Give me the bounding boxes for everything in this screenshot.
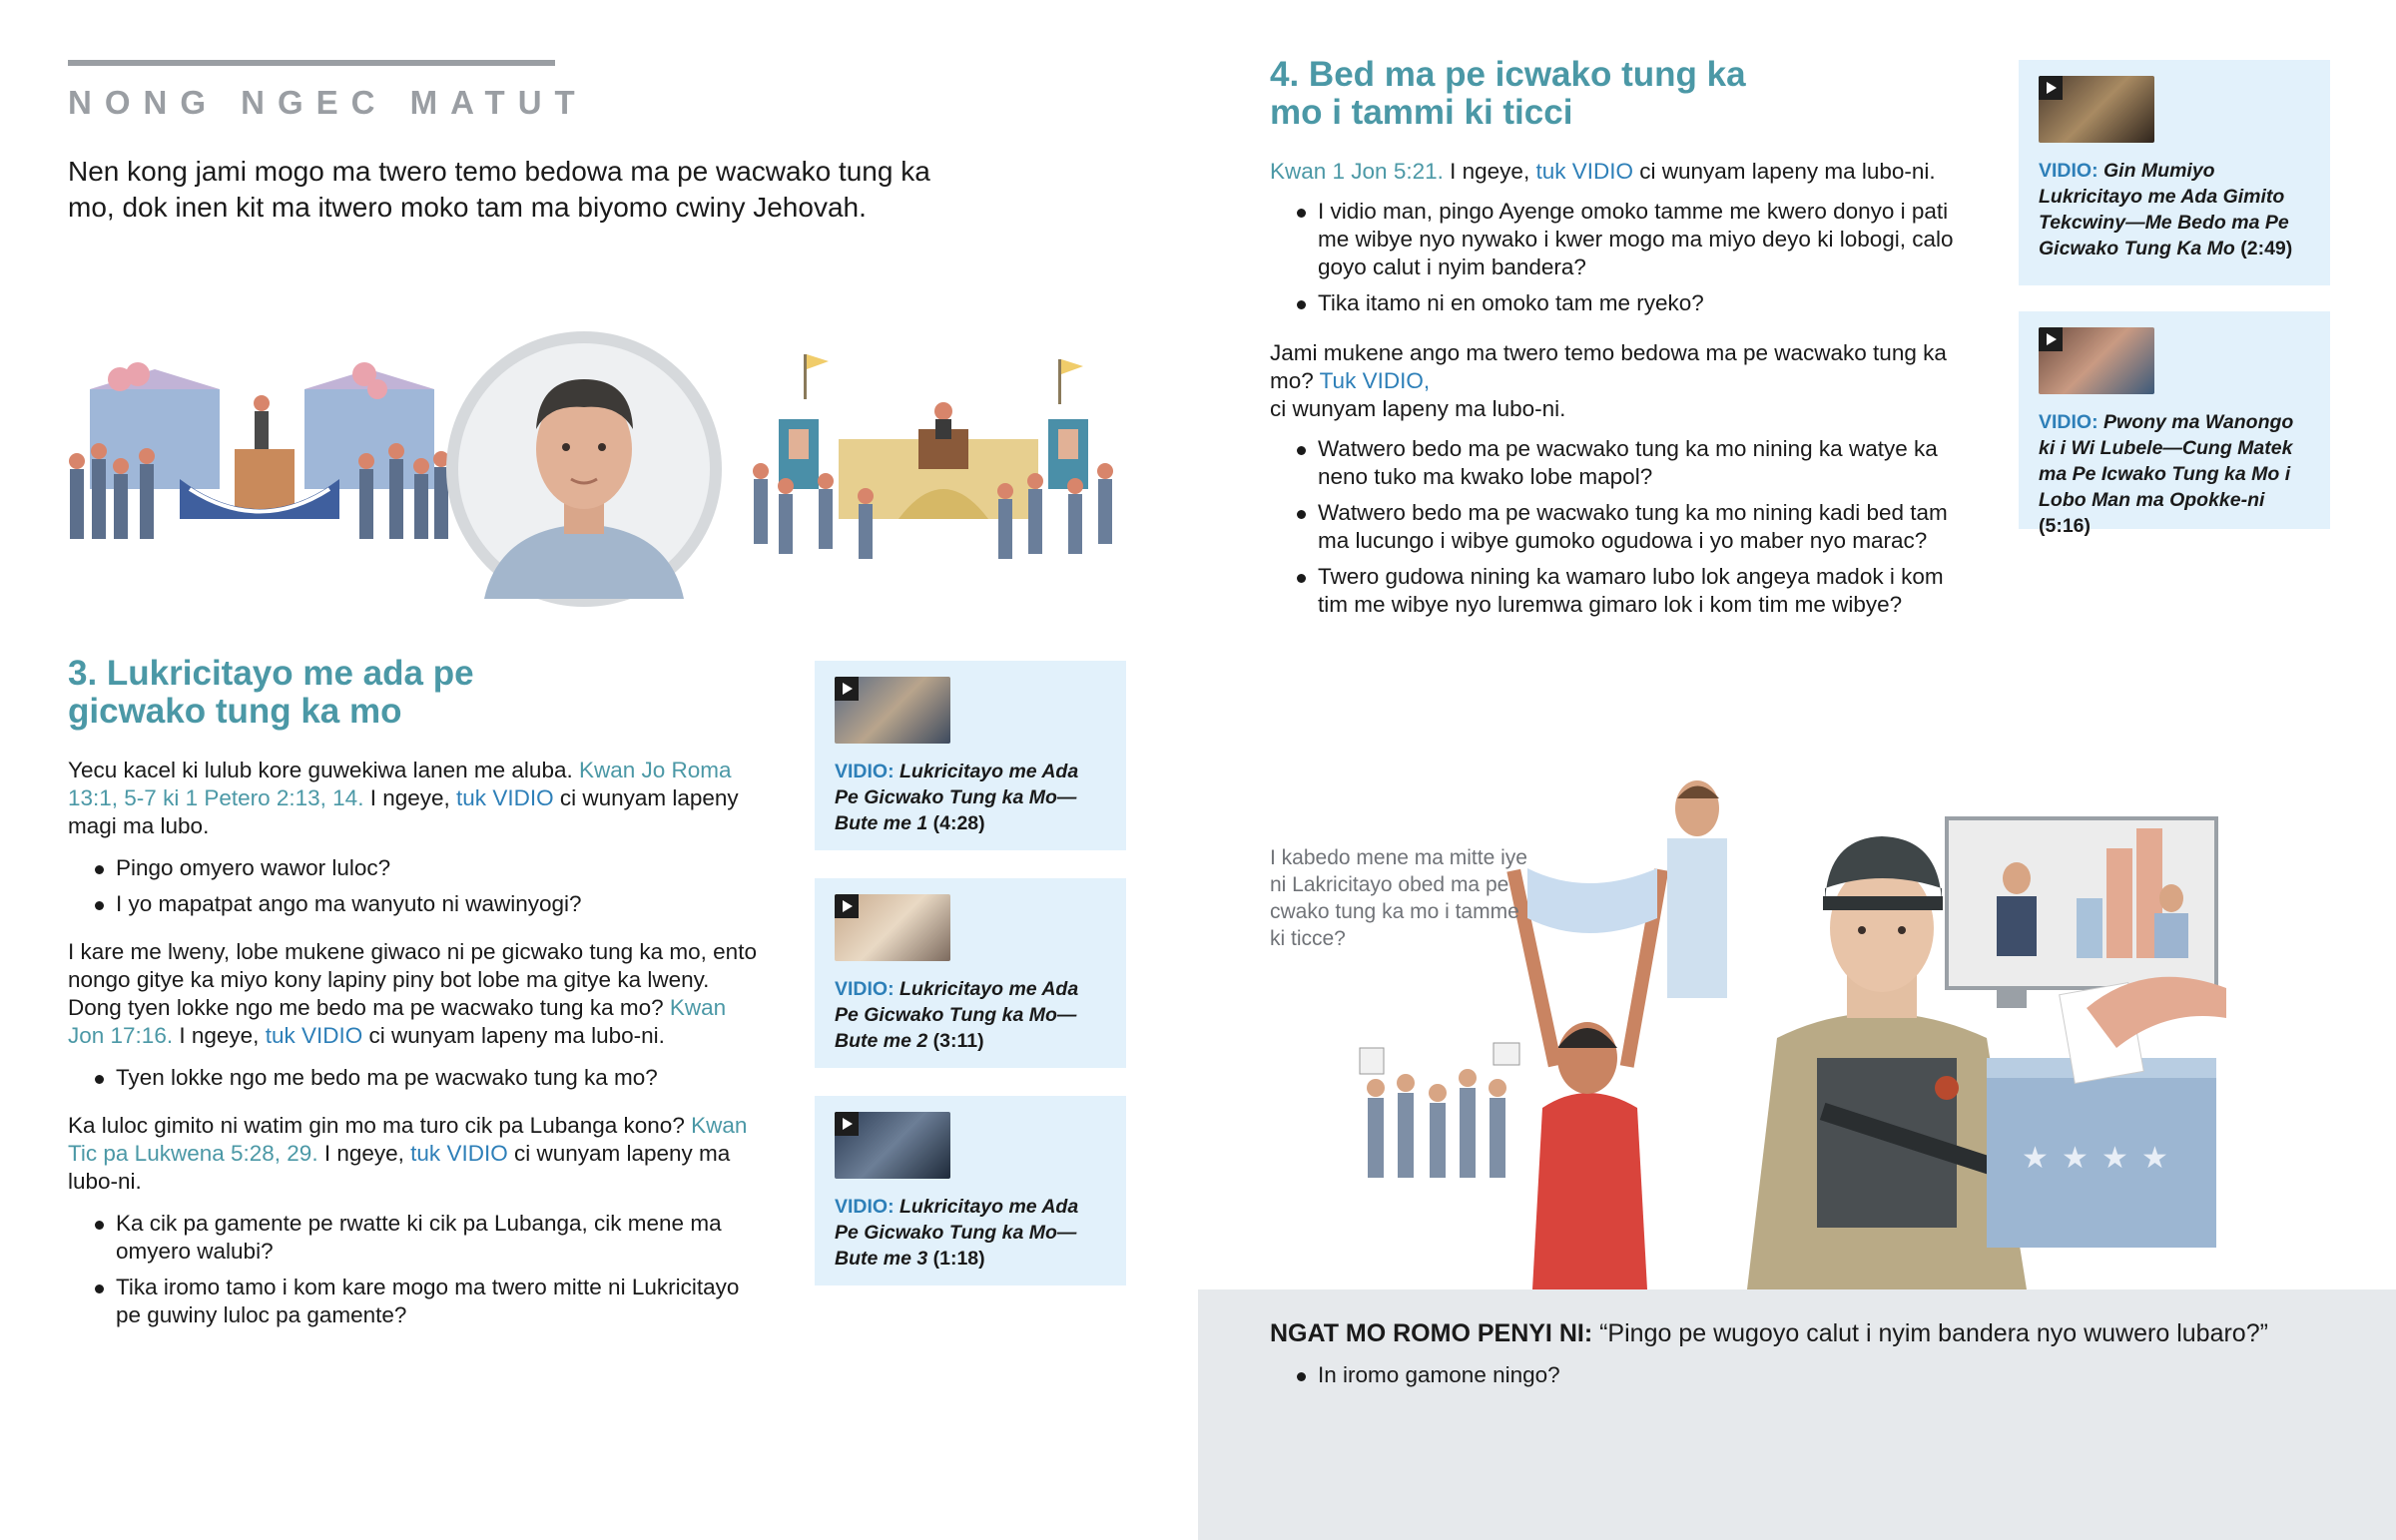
video-caption — [835, 1194, 1104, 1272]
p3-end: ci wunyam lapeny ma lubo-ni. — [68, 1141, 731, 1194]
right-rally-scene — [753, 354, 1113, 559]
question-item: Ka cik pa gamente pe rwatte ki cik pa Lubanga, cik mene ma omyero walubi? — [68, 1210, 767, 1266]
video-duration: (4:28) — [932, 812, 985, 834]
section4-heading — [1270, 56, 1969, 132]
protesters-group — [1360, 1043, 1519, 1178]
section3-body — [68, 757, 767, 1337]
section4-paragraph-2 — [1270, 339, 1969, 423]
question-item: Pingo omyero wawor luloc? — [68, 854, 767, 882]
objection-content — [1270, 1317, 2348, 1397]
section4-questions-2 — [1270, 435, 1969, 619]
question-item: Tika iromo tamo i kom kare mogo ma twero mitte ni Lukricitayo pe guwiny luloc pa gamente? — [68, 1274, 767, 1329]
video-thumbnail[interactable] — [2039, 327, 2154, 394]
video-title: Lukricitayo me Ada Pe Gicwako Tung ka Mo—Bute me 1 — [835, 761, 1079, 834]
scripture-link[interactable]: Kwan Jo Roma 13:1, 5-7 ki 1 Petero 2:13, 14. — [68, 758, 732, 810]
video-label: VIDIO: — [2039, 411, 2098, 433]
question-item: I yo mapatpat ango ma wanyuto ni wawinyogi? — [68, 890, 767, 918]
p2-text: I kare me lweny, lobe mukene giwaco ni pe gicwako tung ka mo, ento nongo gitye ka miyo kony lapiny piny bot lobe ma gitye ka lweny. Dong tyen lokke ngo me bedo ma pe wacwako tung ka mo? — [68, 939, 757, 1020]
p1-mid: I ngeye, — [369, 785, 450, 810]
question-item: I vidio man, pingo Ayenge omoko tamme me kwero donyo i pati me wibye nyo nywako i kwer mogo ma miyo deyo ki lobogi, calo goyo calut i nyim bandera? — [1270, 198, 1969, 281]
question-item: Twero gudowa nining ka wamaro lubo lok angeya madok i kom tim me wibye nyo luremwa gimaro lok i kom tim me wibye? — [1270, 563, 1969, 619]
left-rally-scene — [69, 362, 449, 539]
p1-end: ci wunyam lapeny ma lubo-ni. — [1639, 159, 1936, 184]
section3-questions-3 — [68, 1210, 767, 1329]
section4-body — [1270, 158, 1969, 627]
young-man — [1667, 780, 1727, 998]
play-icon[interactable] — [2039, 327, 2063, 351]
play-icon[interactable] — [2039, 76, 2063, 100]
video-label: VIDIO: — [835, 1196, 895, 1218]
video-link[interactable]: Tuk VIDIO, — [1319, 368, 1431, 393]
video-thumbnail[interactable] — [2039, 76, 2154, 143]
video-thumbnail[interactable] — [835, 894, 950, 961]
video-title: Pwony ma Wanongo ki i Wi Lubele—Cung Matek ma Pe Icwako Tung ka Mo i Lobo Man ma Opokke-ni — [2039, 411, 2294, 511]
video-card-1[interactable] — [815, 661, 1126, 850]
p2-text: Jami mukene ango ma twero temo bedowa ma pe wacwako tung ka mo? — [1270, 340, 1947, 393]
scripture-link[interactable]: Kwan Jon 17:16. — [68, 995, 727, 1048]
video-duration: (5:16) — [2039, 515, 2092, 537]
play-icon[interactable] — [835, 894, 859, 918]
p2-end: ci wunyam lapeny ma lubo-ni. — [1270, 396, 1566, 421]
video-card-4[interactable] — [2019, 60, 2330, 285]
p3-text: Ka luloc gimito ni watim gin mo ma turo cik pa Lubanga kono? — [68, 1113, 685, 1138]
question-item: Tika itamo ni en omoko tam me ryeko? — [1270, 289, 1969, 317]
section4-heading-line1: 4. Bed ma pe icwako tung ka — [1270, 55, 1746, 94]
scripture-link[interactable]: Kwan 1 Jon 5:21. — [1270, 159, 1444, 184]
objection-question — [1270, 1317, 2348, 1349]
intro-paragraph: Nen kong jami mogo ma twero temo bedowa ma pe wacwako tung ka mo, dok inen kit ma itwero moko tam ma biyomo cwiny Jehovah. — [68, 156, 930, 223]
objection-label: NGAT MO ROMO PENYI NI: — [1270, 1319, 1593, 1347]
svg-text:★: ★ — [2022, 1142, 2049, 1175]
objection-questions — [1270, 1361, 2348, 1389]
p3-mid: I ngeye, — [323, 1141, 404, 1166]
video-caption — [2039, 158, 2308, 261]
section3-paragraph-2 — [68, 938, 767, 1050]
section4-questions-1 — [1270, 198, 1969, 317]
video-duration: (1:18) — [932, 1248, 985, 1270]
video-caption — [2039, 409, 2308, 539]
rally-illustration — [60, 329, 1158, 609]
svg-text:★: ★ — [2062, 1142, 2089, 1175]
svg-text:★: ★ — [2101, 1142, 2128, 1175]
video-label: VIDIO: — [835, 978, 895, 1000]
play-icon[interactable] — [835, 1112, 859, 1136]
question-item: Watwero bedo ma pe wacwako tung ka mo nining ka watye ka neno tuko ma kwako lobe mapol? — [1270, 435, 1969, 491]
play-icon[interactable] — [835, 677, 859, 701]
video-card-3[interactable] — [815, 1096, 1126, 1285]
politician-portrait — [446, 331, 722, 607]
svg-text:★: ★ — [2141, 1142, 2168, 1175]
video-card-2[interactable] — [815, 878, 1126, 1068]
video-card-5[interactable] — [2019, 311, 2330, 537]
question-item: Tyen lokke ngo me bedo ma pe wacwako tung ka mo? — [68, 1064, 767, 1092]
video-link[interactable]: tuk VIDIO — [410, 1141, 508, 1166]
section3-paragraph-1 — [68, 757, 767, 840]
video-thumbnail[interactable] — [835, 677, 950, 744]
p1-mid: I ngeye, — [1450, 159, 1530, 184]
question-item: Watwero bedo ma pe wacwako tung ka mo nining kadi bed tam ma lucungo i wibye gumoko ogudowa i yo maber nyo marac? — [1270, 499, 1969, 555]
video-label: VIDIO: — [835, 761, 895, 782]
video-link[interactable]: tuk VIDIO — [1535, 159, 1633, 184]
section3-questions-1 — [68, 854, 767, 918]
eyebrow-rule — [68, 60, 555, 66]
section4-heading-line2: mo i tammi ki ticci — [1270, 93, 1573, 132]
p2-end: ci wunyam lapeny ma lubo-ni. — [368, 1023, 665, 1048]
video-title: Lukricitayo me Ada Pe Gicwako Tung ka Mo—Bute me 2 — [835, 978, 1079, 1052]
illustration-caption: I kabedo mene ma mitte iye ni Lakricitayo obed ma pe cwako tung ka mo i tamme ki ticce? — [1270, 846, 1527, 950]
video-title: Lukricitayo me Ada Pe Gicwako Tung ka Mo—Bute me 3 — [835, 1196, 1079, 1270]
video-title: Gin Mumiyo Lukricitayo me Ada Gimito Tekcwiny—Me Bedo ma Pe Gicwako Tung Ka Mo — [2039, 160, 2289, 259]
objection-quote: “Pingo pe wugoyo calut i nyim bandera nyo wuwero lubaro?” — [1599, 1319, 2268, 1347]
video-duration: (3:11) — [932, 1030, 984, 1052]
p2-mid: I ngeye, — [179, 1023, 260, 1048]
video-caption — [835, 759, 1104, 836]
p1-text: Yecu kacel ki lulub kore guwekiwa lanen me aluba. — [68, 758, 573, 782]
soldier-illustration — [1348, 759, 2346, 1289]
eyebrow-title: NONG NGEC MATUT — [68, 84, 588, 121]
video-thumbnail[interactable] — [835, 1112, 950, 1179]
video-duration: (2:49) — [2240, 238, 2293, 259]
question-item: In iromo gamone ningo? — [1270, 1361, 2348, 1389]
video-link[interactable]: tuk VIDIO — [265, 1023, 363, 1048]
video-caption — [835, 976, 1104, 1054]
ballot-box — [1987, 977, 2226, 1248]
video-label: VIDIO: — [2039, 160, 2098, 182]
scripture-link[interactable]: Kwan Tic pa Lukwena 5:28, 29. — [68, 1113, 748, 1166]
section3-paragraph-3 — [68, 1112, 767, 1196]
section4-paragraph-1 — [1270, 158, 1969, 186]
video-link[interactable]: tuk VIDIO — [456, 785, 554, 810]
section3-heading-line1: 3. Lukricitayo me ada pe — [68, 654, 474, 693]
section3-questions-2 — [68, 1064, 767, 1092]
section3-heading — [68, 655, 827, 731]
p1-end: ci wunyam lapeny magi ma lubo. — [68, 785, 739, 838]
section3-heading-line2: gicwako tung ka mo — [68, 692, 402, 731]
